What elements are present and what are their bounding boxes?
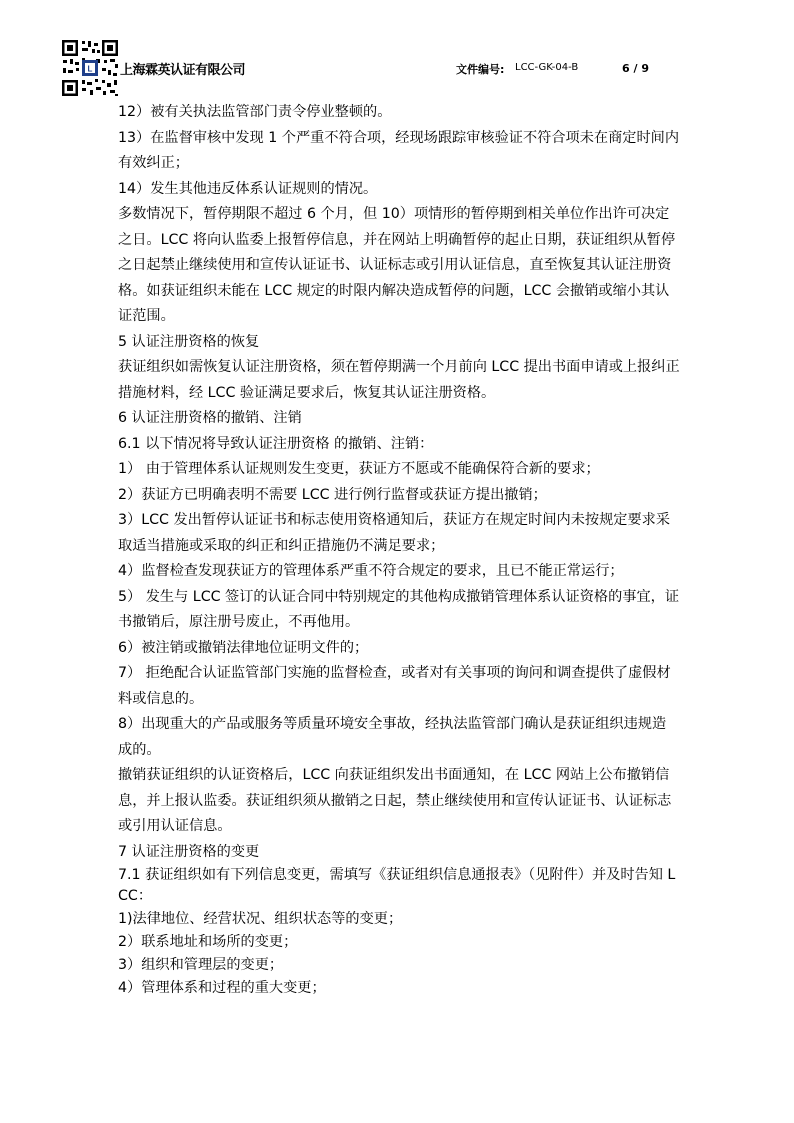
paragraph: 12）被有关执法监管部门责令停业整顿的。 [118,104,392,120]
list-item: 2）联系地址和场所的变更； [118,933,298,950]
list-item: 3）组织和管理层的变更； [118,956,284,973]
list-item: 3）LCC 发出暂停认证证书和标志使用资格通知后，获证方在规定时间内未按规定要求采取适当措施或采取的纠正和纠正措施仍不满足要求； [118,512,671,554]
list-item: 4）监督检查发现获证方的管理体系严重不符合规定的要求，且已不能正常运行； [118,563,624,579]
list-item: 6）被注销或撤销法律地位证明文件的； [118,639,369,656]
list-item: 1） 由于管理体系认证规则发生变更，获证方不愿或不能确保符合新的要求； [118,461,600,477]
section-heading: 7 认证注册资格的变更 [118,843,260,860]
paragraph: 7.1 获证组织如有下列信息变更，需填写《获证组织信息通报表》（见附件）并及时告知 LCC： [118,866,676,904]
paragraph: 撤销获证组织的认证资格后，LCC 向获证组织发出书面通知，在 LCC 网站上公布撤销信息，并上报认监委。获证组织须从撤销之日起，禁止继续使用和宣传认证证书、认证标志或引用认证信息。 [118,767,672,834]
paragraph: 13）在监督审核中发现 1 个严重不符合项，经现场跟踪审核验证不符合项未在商定时间内有效纠正； [118,129,680,171]
list-item: 7） 拒绝配合认证监管部门实施的监督检查，或者对有关事项的询问和调查提供了虚假材料或信息的。 [118,665,671,707]
document-number: LCC-GK-04-B [515,62,579,73]
list-item: 1)法律地位、经营状况、组织状态等的变更； [118,910,403,927]
section-heading: 5 认证注册资格的恢复 [118,333,260,350]
page-header [60,38,660,102]
paragraph: 获证组织如需恢复认证注册资格，须在暂停期满一个月前向 LCC 提出书面申请或上报纠正措施材料，经 LCC 验证满足要求后，恢复其认证注册资格。 [118,359,680,401]
document-body [118,100,680,999]
paragraph: 14）发生其他违反体系认证规则的情况。 [118,180,378,197]
section-heading: 6 认证注册资格的撤销、注销 [118,410,302,426]
company-name: 上海霖英认证有限公司 [120,62,246,77]
list-item: 8）出现重大的产品或服务等质量环境安全事故，经执法监管部门确认是获证组织违规造成的。 [118,716,667,758]
document-number-label: 文件编号: [456,63,505,76]
paragraph: 6.1 以下情况将导致认证注册资格 的撤销、注销： [118,435,434,452]
qr-code-icon [60,38,120,98]
list-item: 4）管理体系和过程的重大变更； [118,979,326,996]
page-number: 6 / 9 [622,62,649,75]
list-item: 2）获证方已明确表明不需要 LCC 进行例行监督或获证方提出撤销； [118,486,547,503]
paragraph: 多数情况下，暂停期限不超过 6 个月，但 10）项情形的暂停期到相关单位作出许可决定之日。LCC 将向认监委上报暂停信息，并在网站上明确暂停的起止日期，获证组织从暂停之日起禁止继续使用和宣传认证证书、认证标志或引用认证信息，直至恢复其认证注册资格。如获证组织未能在 LCC 规定的时限内解决造成暂停的问题，LCC 会撤销或缩小其认证范围。 [118,206,676,324]
list-item: 5） 发生与 LCC 签订的认证合同中特别规定的其他构成撤销管理体系认证资格的事宜，证书撤销后，原注册号废止，不再他用。 [118,588,680,630]
svg-text:L: L [87,64,93,74]
